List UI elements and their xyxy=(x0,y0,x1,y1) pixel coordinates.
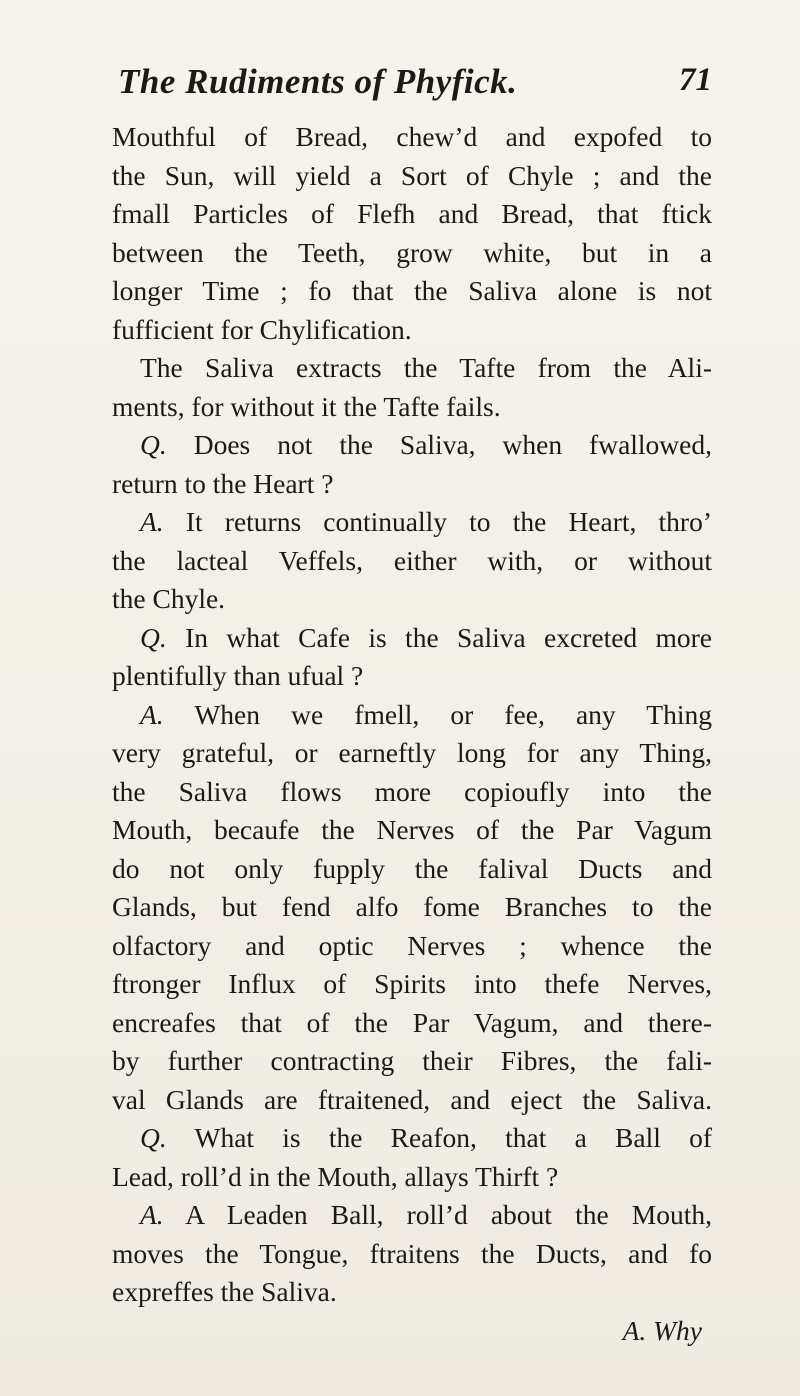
text-line xyxy=(112,1042,712,1081)
body-text xyxy=(112,118,712,1350)
text-line xyxy=(112,696,712,735)
text-line xyxy=(112,1196,712,1235)
text-line xyxy=(112,927,712,966)
line-text: fufficient for Chylification. xyxy=(112,313,412,345)
line-text: the Sun, will yield a Sort of Chyle ; and the xyxy=(112,159,712,191)
page-number: 71 xyxy=(679,62,712,98)
line-text: Mouth, becaufe the Nerves of the Par Vagum xyxy=(112,814,712,845)
text-line xyxy=(112,850,712,889)
text-line xyxy=(112,773,712,812)
line-text: val Glands are ftraitened, and eject the Saliva. xyxy=(112,1083,712,1115)
line-text: do not only fupply the falival Ducts and xyxy=(112,852,712,884)
running-title: The Rudiments of Phyfick. xyxy=(118,62,518,101)
speaker-marker: Q. xyxy=(140,429,167,460)
line-text: by further contracting their Fibres, the fali- xyxy=(112,1045,712,1076)
text-line xyxy=(112,657,712,696)
text-line xyxy=(112,1235,712,1274)
line-text: encreafes that of the Par Vagum, and there- xyxy=(112,1006,712,1038)
text-line xyxy=(112,1158,712,1197)
text-line xyxy=(112,619,712,658)
line-text: A Leaden Ball, roll’d about the Mouth, xyxy=(185,1199,713,1230)
text-line xyxy=(112,234,712,273)
text-line xyxy=(112,1081,712,1120)
line-text: fmall Particles of Flefh and Bread, that ftick xyxy=(112,198,712,229)
line-text: olfactory and optic Nerves ; whence the xyxy=(112,929,712,961)
line-text: What is the Reafon, that a Ball of xyxy=(194,1122,712,1153)
line-text: In what Cafe is the Saliva excreted more xyxy=(185,621,713,653)
text-line xyxy=(112,811,712,850)
line-text: the Saliva flows more copioufly into the xyxy=(112,775,712,807)
line-text: Lead, roll’d in the Mouth, allays Thirft ? xyxy=(112,1160,559,1192)
line-text: return to the Heart ? xyxy=(112,467,334,499)
text-line xyxy=(112,965,712,1004)
speaker-marker: Q. xyxy=(140,621,167,653)
speaker-marker: A. xyxy=(140,698,164,730)
running-head xyxy=(112,62,712,112)
line-text: moves the Tongue, ftraitens the Ducts, and fo xyxy=(112,1237,712,1269)
text-line xyxy=(112,503,712,542)
text-line xyxy=(112,388,712,427)
text-line xyxy=(112,157,712,196)
text-line xyxy=(112,349,712,388)
line-text: Mouthful of Bread, chew’d and expofed to xyxy=(112,121,712,152)
text-line xyxy=(112,272,712,311)
line-text: longer Time ; fo that the Saliva alone is not xyxy=(112,275,712,306)
line-text: ments, for without it the Tafte fails. xyxy=(112,390,501,422)
line-text: Does not the Saliva, when fwallowed, xyxy=(193,429,712,460)
text-line xyxy=(112,195,712,234)
text-line xyxy=(112,465,712,504)
text-line xyxy=(112,734,712,773)
line-text: the lacteal Veffels, either with, or without xyxy=(112,544,712,576)
line-text: very grateful, or earneftly long for any Thing, xyxy=(112,737,712,768)
text-line xyxy=(112,1273,712,1312)
speaker-marker: A. xyxy=(140,1199,164,1230)
text-line xyxy=(112,542,712,581)
speaker-marker: A. xyxy=(140,506,164,537)
line-text: between the Teeth, grow white, but in a xyxy=(112,236,712,268)
text-line xyxy=(112,1004,712,1043)
text-line xyxy=(112,118,712,157)
catchword: A. Why xyxy=(622,1314,702,1346)
line-text: It returns continually to the Heart, thro’ xyxy=(185,506,712,537)
text-line xyxy=(112,580,712,619)
line-text: expreffes the Saliva. xyxy=(112,1276,337,1307)
line-text: Glands, but fend alfo fome Branches to the xyxy=(112,891,712,922)
text-line xyxy=(112,426,712,465)
line-text: When we fmell, or fee, any Thing xyxy=(194,698,712,730)
text-line xyxy=(112,311,712,350)
line-text: The Saliva extracts the Tafte from the Ali- xyxy=(140,352,712,383)
line-text: plentifully than ufual ? xyxy=(112,660,364,691)
text-line xyxy=(112,888,712,927)
line-text: ftronger Influx of Spirits into thefe Nerves, xyxy=(112,968,712,999)
line-text: the Chyle. xyxy=(112,583,226,614)
speaker-marker: Q. xyxy=(140,1122,167,1153)
text-line xyxy=(112,1119,712,1158)
